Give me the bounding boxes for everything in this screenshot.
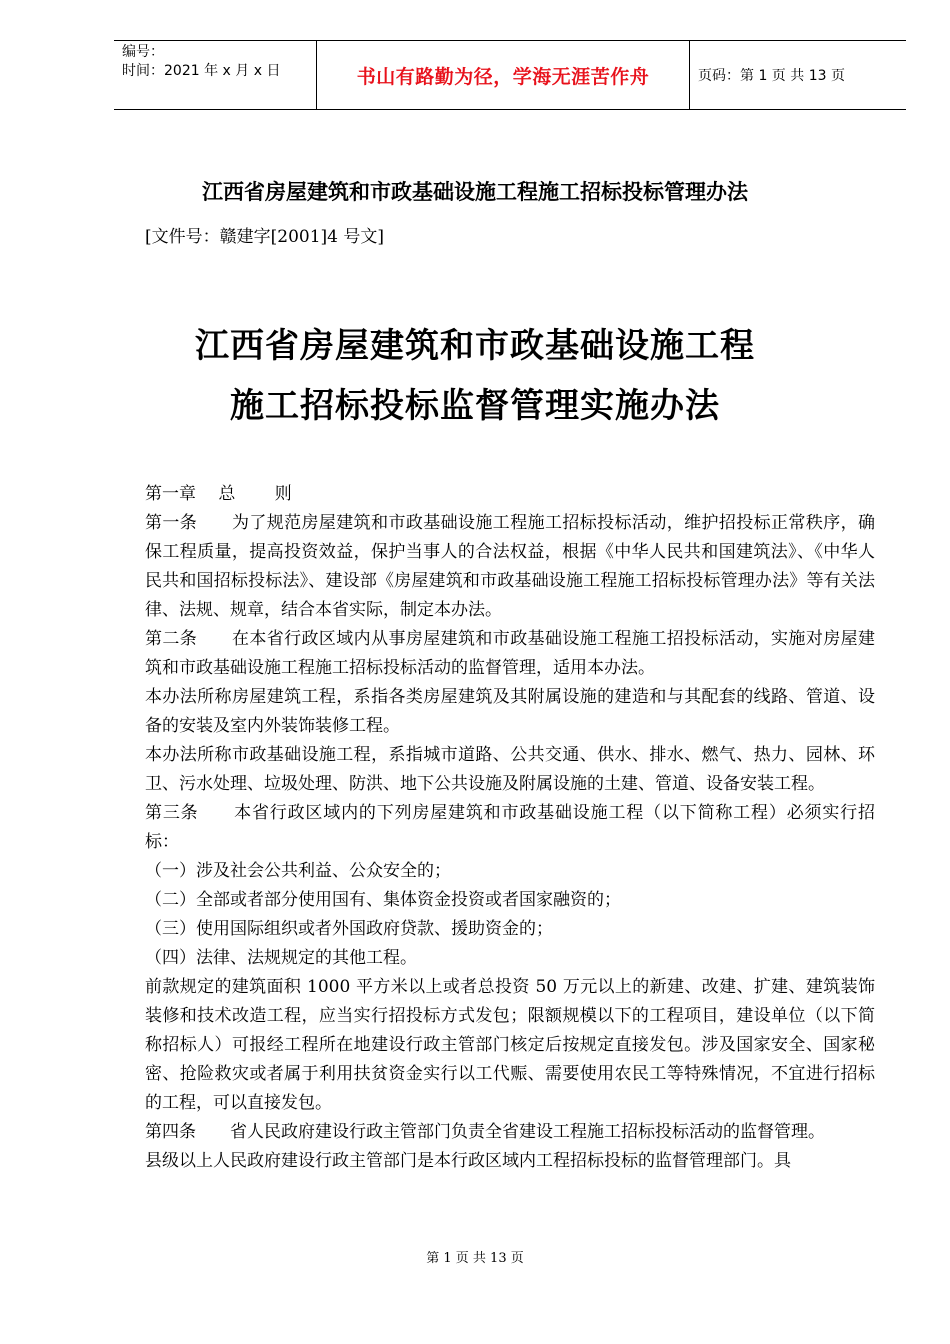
body-paragraph: 本办法所称房屋建筑工程，系指各类房屋建筑及其附属设施的建造和与其配套的线路、管道、设备的安装及室内外装饰装修工程。: [145, 687, 875, 736]
body-paragraph: 县级以上人民政府建设行政主管部门是本行政区域内工程招标投标的监督管理部门。具: [145, 1151, 791, 1171]
body-paragraph: 前款规定的建筑面积 1000 平方米以上或者总投资 50 万元以上的新建、改建、扩建、建筑装饰装修和技术改造工程，应当实行招投标方式发包；限额规模以下的工程项目，建设单位（以下简称招标人）可报经工程所在地建设行政主管部门核定后按规定直接发包。涉及国家安全、国家秘密、抢险救灾或者属于利用扶贫资金实行以工代赈、需要使用农民工等特殊情况，不宜进行招标的工程，可以直接发包。: [145, 977, 875, 1113]
list-item: （四）法律、法规规定的其他工程。: [145, 948, 417, 968]
number-label: 编号：: [122, 44, 164, 60]
list-item: （二）全部或者部分使用国有、集体资金投资或者国家融资的；: [145, 890, 621, 910]
file-number: [文件号：赣建字[2001]4 号文]: [145, 227, 385, 247]
chapter-heading: 第一章 总 则: [145, 484, 292, 504]
list-item: （一）涉及社会公共利益、公众安全的；: [145, 861, 451, 881]
article-paragraph: 第二条 在本省行政区域内从事房屋建筑和市政基础设施工程施工招投标活动，实施对房屋建筑和市政基础设施工程施工招标投标活动的监督管理，适用本办法。: [145, 629, 875, 678]
article-paragraph: 第三条 本省行政区域内的下列房屋建筑和市政基础设施工程（以下简称工程）必须实行招标：: [145, 803, 875, 852]
header-meta: [114, 41, 316, 109]
document-body: [145, 480, 875, 1176]
header-table: [114, 40, 906, 110]
main-title-line1: 江西省房屋建筑和市政基础设施工程: [195, 326, 755, 366]
time-label: 时间：2021 年 x 月 x 日: [122, 63, 281, 79]
main-title-line2: 施工招标投标监督管理实施办法: [230, 386, 720, 426]
body-paragraph: 本办法所称市政基础设施工程，系指城市道路、公共交通、供水、排水、燃气、热力、园林、环卫、污水处理、垃圾处理、防洪、地下公共设施及附属设施的土建、管道、设备安装工程。: [145, 745, 875, 794]
page-footer: 第 1 页 共 13 页: [426, 1251, 524, 1266]
document-title: 江西省房屋建筑和市政基础设施工程施工招标投标管理办法: [202, 179, 748, 204]
article-paragraph: 第一条 为了规范房屋建筑和市政基础设施工程施工招标投标活动，维护招投标正常秩序，确保工程质量，提高投资效益，保护当事人的合法权益，根据《中华人民共和国建筑法》、《中华人民共和国招标投标法》、建设部《房屋建筑和市政基础设施工程施工招标投标管理办法》等有关法律、法规、规章，结合本省实际，制定本办法。: [145, 513, 875, 620]
list-item: （三）使用国际组织或者外国政府贷款、援助资金的；: [145, 919, 553, 939]
motto: 书山有路勤为径，学海无涯苦作舟: [316, 41, 690, 109]
article-paragraph: 第四条 省人民政府建设行政主管部门负责全省建设工程施工招标投标活动的监督管理。: [145, 1122, 825, 1142]
page-info: 页码：第 1 页 共 13 页: [698, 68, 845, 84]
